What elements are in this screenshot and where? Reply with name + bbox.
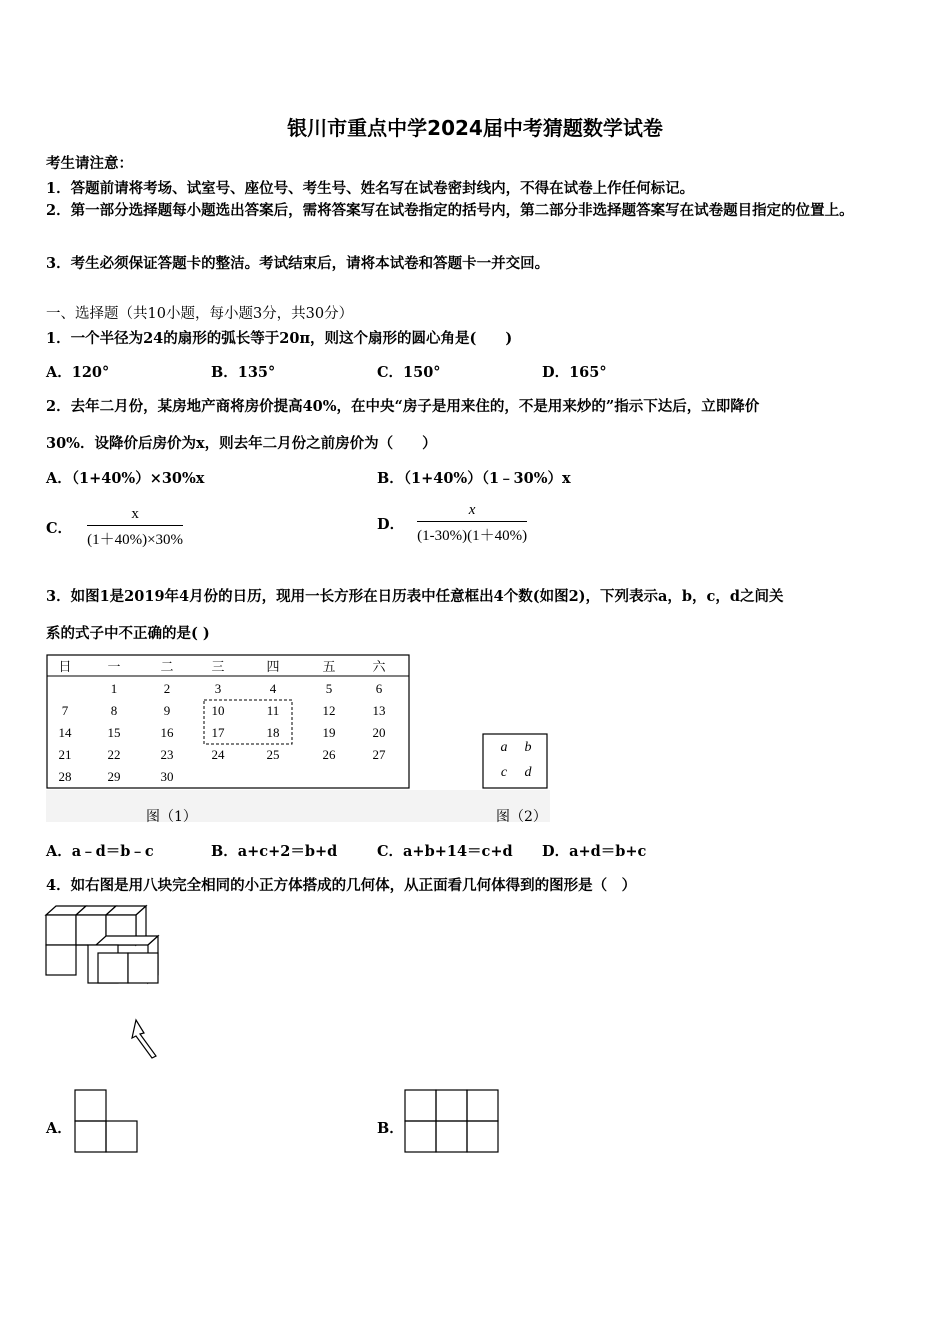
q4-option-a-figure[interactable] (73, 1088, 139, 1155)
q1-option-b[interactable]: B．135° (211, 364, 276, 381)
q3-option-a[interactable]: A．a﹣d＝b﹣c (46, 843, 154, 860)
section-heading: 一、选择题（共10小题，每小题3分，共30分） (46, 306, 354, 322)
figure-caption-strip (46, 790, 550, 822)
grid-square (106, 1121, 137, 1152)
calendar-day-cell: 4 (269, 681, 277, 696)
calendar-day-cell: 22 (107, 747, 121, 762)
calendar-day-cell: 17 (211, 725, 225, 740)
q4-option-b-figure[interactable] (403, 1088, 501, 1155)
calendar-day-cell: 7 (61, 703, 69, 718)
q4-stem: 4．如右图是用八块完全相同的小正方体搭成的几何体，从正面看几何体得到的图形是（ ） (46, 877, 637, 894)
cube-front-face (46, 915, 76, 945)
calendar-day-cell: 20 (372, 725, 386, 740)
q2-option-b[interactable]: B．（1+40%）（1﹣30%）x (377, 470, 571, 487)
q2-option-d-label: D． (377, 516, 405, 533)
grid-square (436, 1121, 467, 1152)
q4-option-b[interactable]: B． (377, 1120, 404, 1137)
grid-square (467, 1121, 498, 1152)
grid-square (467, 1090, 498, 1121)
q1-option-a[interactable]: A．120° (46, 364, 110, 381)
calendar-day-cell: 12 (322, 703, 336, 718)
calendar-day-cell: 6 (375, 681, 383, 696)
letter-c: c (500, 765, 508, 780)
calendar-header-cell: 六 (372, 659, 386, 674)
cube-front-face (128, 953, 158, 983)
letter-box-border (483, 734, 547, 788)
q2-stem-line1: 2．去年二月份，某房地产商将房价提高40%，在中央“房子是用来住的，不是用来炒的”指示下达后，立即降价 (46, 398, 760, 415)
q2-option-d-fraction (417, 502, 527, 545)
q2-option-c-fraction (87, 506, 183, 549)
calendar-day-cell: 5 (325, 681, 333, 696)
grid-square (405, 1090, 436, 1121)
q3-option-b[interactable]: B．a+c+2＝b+d (211, 843, 338, 860)
q2-option-c-denominator: (1＋40%)×30% (87, 532, 184, 548)
calendar-figure (46, 654, 412, 790)
letter-box-figure (482, 733, 548, 789)
calendar-header-cell: 一 (107, 659, 121, 674)
q2-option-d-denominator: (1-30%)(1＋40%) (417, 528, 528, 544)
q2-stem-line2: 30%．设降价后房价为x，则去年二月份之前房价为（ ） (46, 435, 437, 452)
q2-option-d-numerator: x (417, 502, 527, 522)
calendar-day-cell: 25 (266, 747, 280, 762)
calendar-header-cell: 二 (160, 659, 174, 674)
cube-solid-figure (44, 903, 168, 1065)
calendar-header-cell: 五 (322, 659, 336, 674)
calendar-day-cell: 14 (58, 725, 72, 740)
grid-square (436, 1090, 467, 1121)
calendar-day-cell: 1 (110, 681, 118, 696)
calendar-day-cell: 27 (372, 747, 386, 762)
q2-option-d[interactable] (377, 502, 527, 545)
page-title: 银川市重点中学2024届中考猜题数学试卷 (287, 116, 663, 140)
q2-option-c[interactable] (46, 506, 183, 549)
q2-option-c-label: C． (46, 520, 73, 537)
calendar-header-cell: 四 (266, 659, 280, 674)
calendar-day-cell: 13 (372, 703, 386, 718)
letter-a: a (500, 740, 508, 755)
letter-b: b (524, 740, 532, 755)
calendar-day-cell: 24 (211, 747, 225, 762)
q1-option-d[interactable]: D．165° (542, 364, 607, 381)
calendar-day-cell: 3 (214, 681, 222, 696)
grid-square (75, 1090, 106, 1121)
calendar-border (47, 655, 409, 788)
q3-option-c[interactable]: C．a+b+14＝c+d (377, 843, 513, 860)
q1-stem: 1．一个半径为24的扇形的弧长等于20π，则这个扇形的圆心角是( ) (46, 330, 513, 347)
view-direction-arrow-icon (132, 1020, 156, 1058)
q3-stem-line2: 系的式子中不正确的是( ) (46, 625, 210, 642)
calendar-day-cell: 8 (110, 703, 118, 718)
calendar-day-cell: 21 (58, 747, 72, 762)
grid-square (405, 1121, 436, 1152)
calendar-day-cell: 23 (160, 747, 174, 762)
calendar-day-cell: 26 (322, 747, 336, 762)
calendar-day-cell: 18 (266, 725, 280, 740)
figure-1-caption: 图（1） (146, 809, 197, 825)
notice-heading: 考生请注意： (46, 155, 133, 172)
q2-option-c-numerator: x (87, 506, 183, 526)
calendar-day-cell: 2 (163, 681, 171, 696)
calendar-day-cell: 9 (163, 703, 171, 718)
calendar-day-cell: 29 (107, 769, 121, 784)
q3-option-d[interactable]: D．a+d＝b+c (542, 843, 647, 860)
calendar-day-cell: 30 (160, 769, 174, 784)
calendar-day-cell: 19 (322, 725, 336, 740)
cube-front-face (46, 945, 76, 975)
calendar-header-cell: 日 (58, 659, 72, 674)
calendar-day-cell: 11 (266, 703, 280, 718)
calendar-day-cell: 10 (211, 703, 225, 718)
q2-option-a[interactable]: A．（1+40%）×30%x (46, 470, 205, 487)
notice-item-3: 3．考生必须保证答题卡的整洁。考试结束后，请将本试卷和答题卡一并交回。 (46, 255, 550, 272)
letter-d: d (524, 765, 532, 780)
q4-option-a[interactable]: A． (46, 1120, 72, 1137)
notice-item-2: 2．第一部分选择题每小题选出答案后，需将答案写在试卷指定的括号内，第二部分非选择题答案写在试卷题目指定的位置上。 (46, 202, 854, 219)
calendar-header-cell: 三 (211, 659, 225, 674)
figure-2-caption: 图（2） (496, 809, 547, 825)
notice-item-1: 1．答题前请将考场、试室号、座位号、考生号、姓名写在试卷密封线内，不得在试卷上作任何标记。 (46, 180, 695, 197)
calendar-day-cell: 16 (160, 725, 174, 740)
q3-stem-line1: 3．如图1是2019年4月份的日历，现用一长方形在日历表中任意框出4个数(如图2)，下列表示a，b，c，d之间关 (46, 588, 784, 605)
grid-square (75, 1121, 106, 1152)
cube-front-face (98, 953, 128, 983)
q1-option-c[interactable]: C．150° (377, 364, 441, 381)
calendar-day-cell: 15 (107, 725, 121, 740)
calendar-day-cell: 28 (58, 769, 72, 784)
